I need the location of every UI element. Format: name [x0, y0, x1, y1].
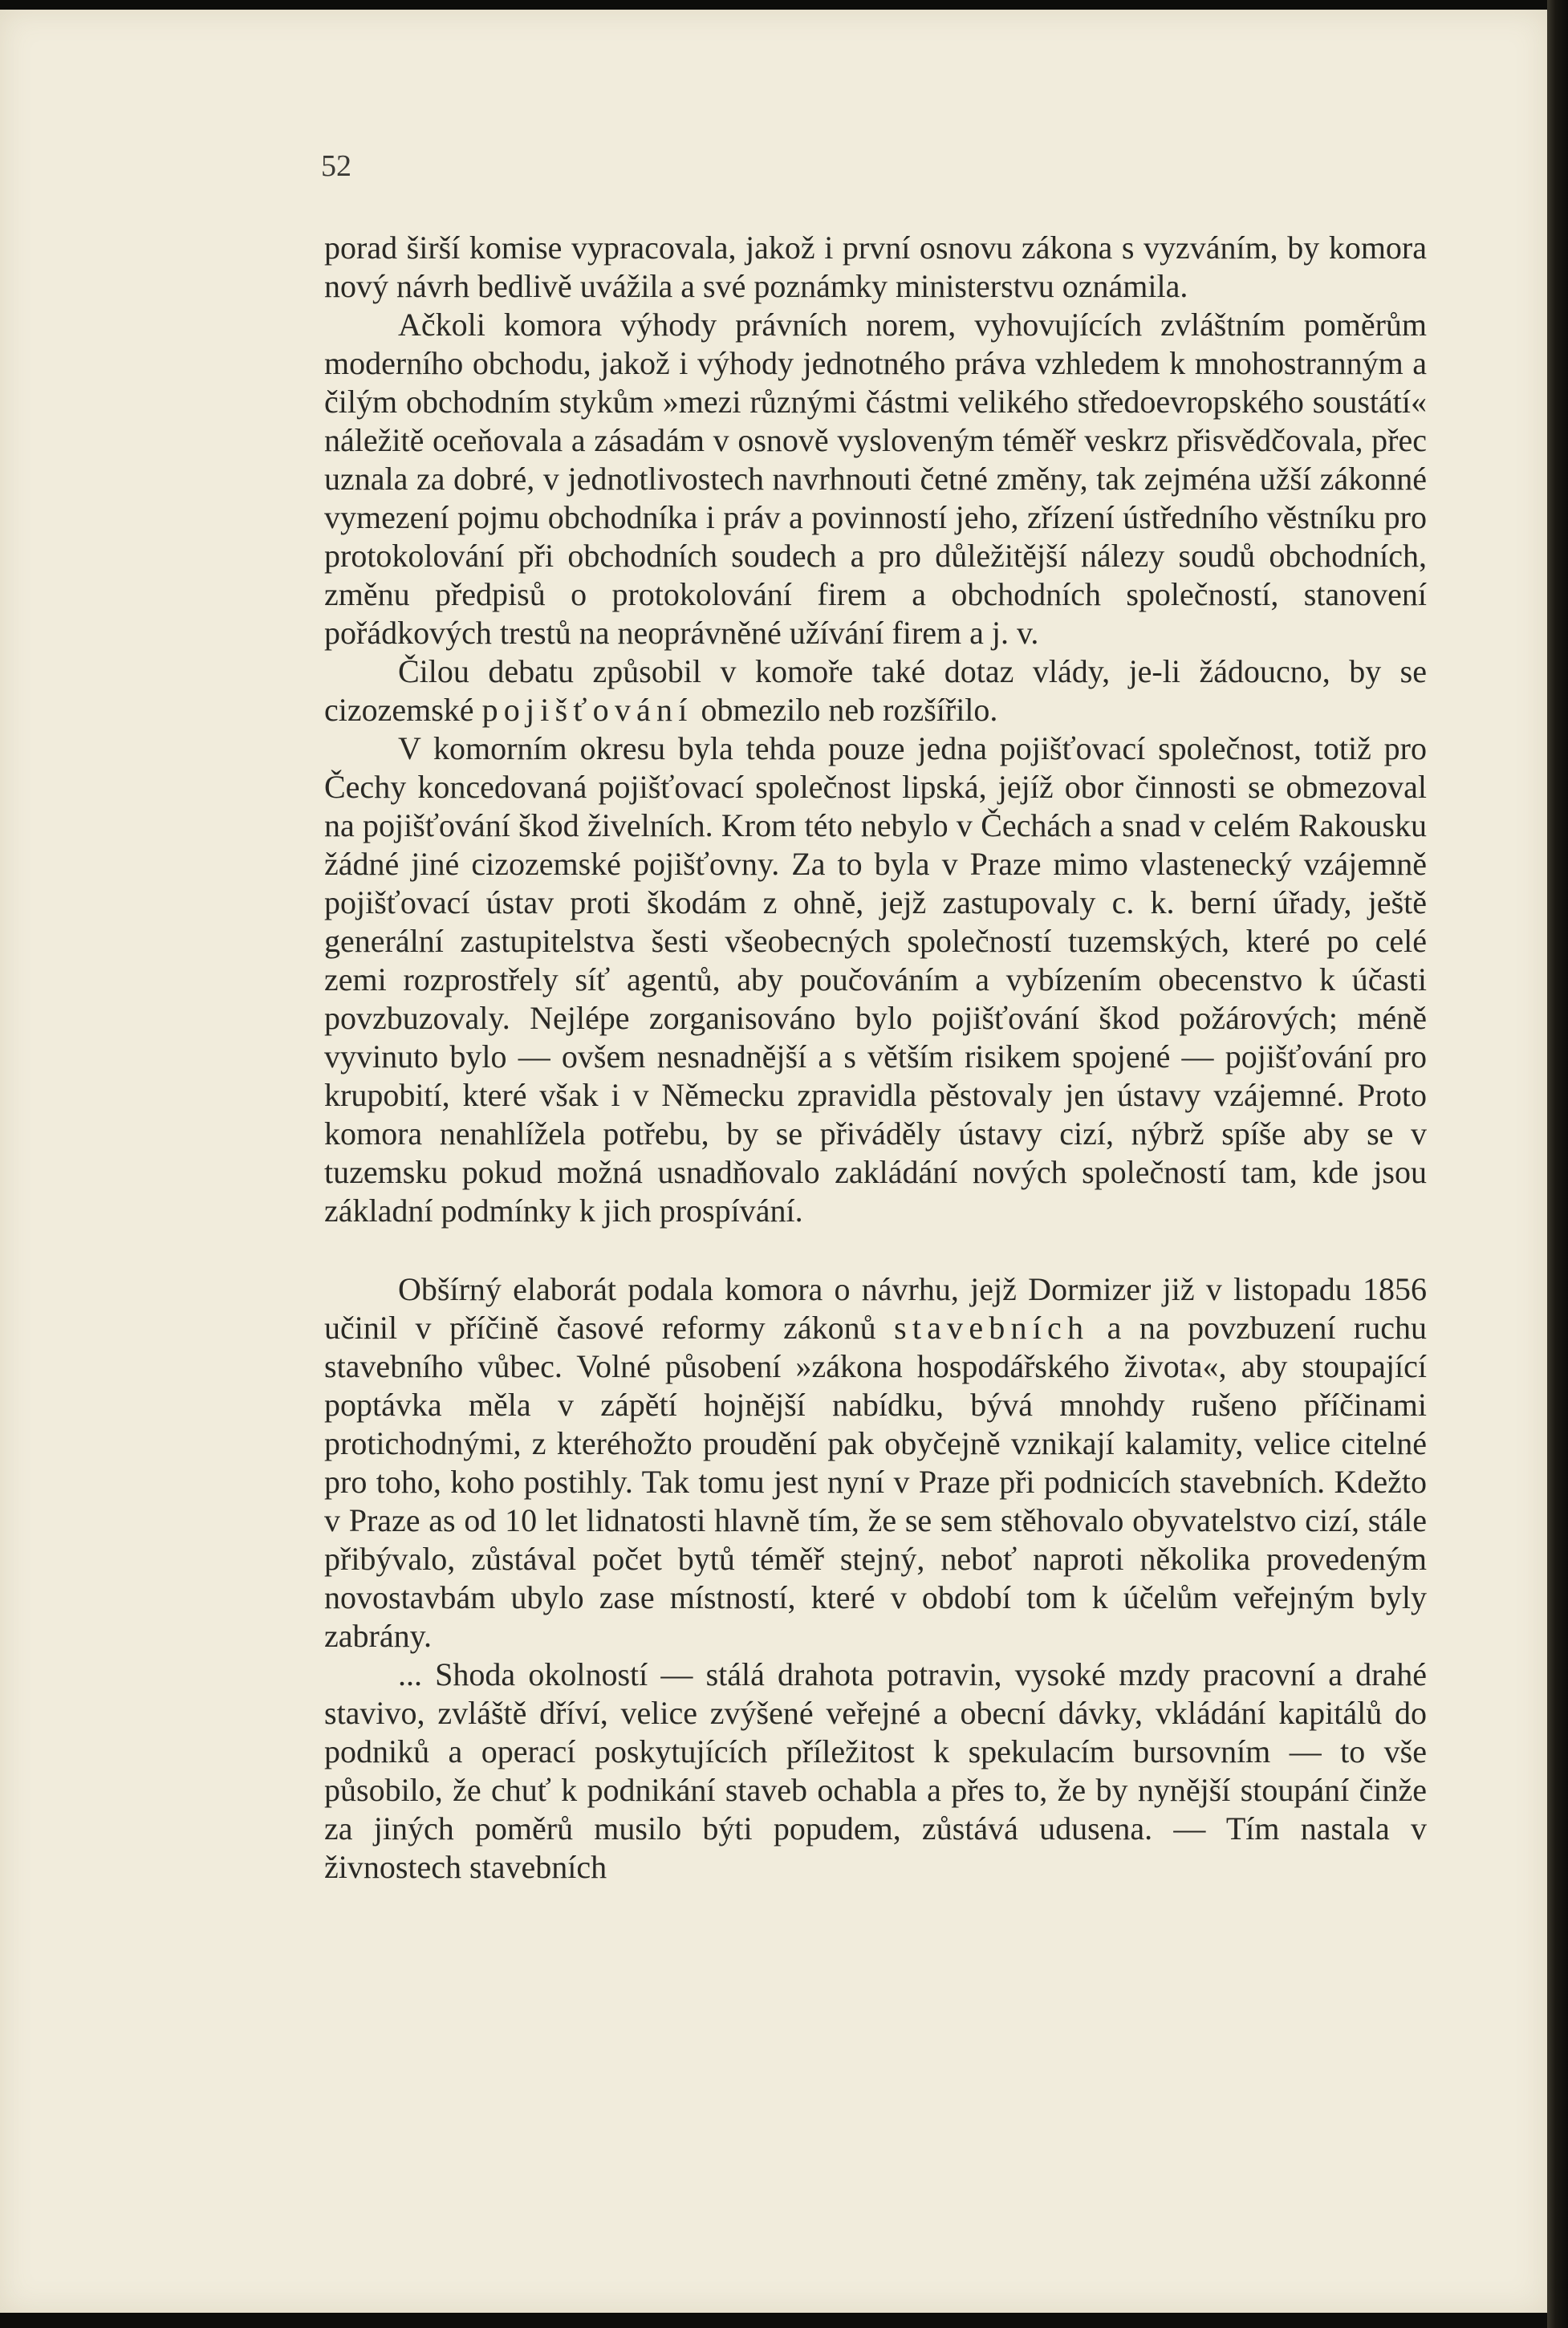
paragraph-continuation: porad širší komise vypracovala, jakož i první osnovu zákona s vyzváním, by komora nový návrh bedlivě uvážila a své poznámky ministerstvu oznámila.	[324, 230, 1427, 304]
scan-edge	[1547, 0, 1568, 2328]
page-number: 52	[321, 149, 351, 183]
text-run: a na povzbuzení ruchu stavebního vůbec. Volné působení »zákona hospodářského života«, aby stoupající poptávka měla v zápětí hojnější nabídku, bývá mnohdy rušeno příčinami protichodnými, z kteréhožto proudění pak obyčejně vznikají kalamity, velice citelné pro toho, koho postihly. Tak tomu jest nyní v Praze při podnicích stavebních. Kdežto v Praze as od 10 let lidnatosti hlavně tím, že se sem stěhovalo obyvatelstvo cizí, stále přibývalo, zůstával počet bytů téměř stejný, neboť naproti několika provedeným novostavbám ubylo zase místností, které v období tom k účelům veřejným byly zabrány.	[324, 1310, 1427, 1654]
text-run: obmezilo neb rozšířilo.	[693, 692, 998, 728]
paragraph-komora-vyhody: Ačkoli komora výhody právních norem, vyhovujících zvláštním poměrům moderního obchodu, jakož i výhody jednotného práva vzhledem k mnohostranným a čilým obchodním stykům »mezi různými částmi velikého středoevropského soustátí« náležitě oceňovala a zásadám v osnově vysloveným téměř veskrz přisvědčovala, přec uznala za dobré, v jednotlivostech navrhnouti četné změny, tak zejména užší zákonné vymezení pojmu obchodníka i práv a povinností jeho, zřízení ústředního věstníku pro protokolování při obchodních soudech a pro důležitější nálezy soudů obchodních, změnu předpisů o protokolování firem a obchodních společností, stanovení pořádkových trestů na neoprávněné užívání firem a j. v.	[324, 307, 1427, 651]
body-text	[324, 229, 1427, 1887]
paragraph-shoda: ... Shoda okolností — stálá drahota potravin, vysoké mzdy pracovní a drahé stavivo, zvláště dříví, velice zvýšené veřejné a obecní dávky, vkládání kapitálů do podniků a operací poskytujících příležitost k spekulacím bursovním — to vše působilo, že chuť k podnikání staveb ochabla a přes to, že by nynější stoupání činže za jiných poměrů musilo býti popudem, zůstává udusena. — Tím nastala v živnostech stavebních	[324, 1656, 1427, 1885]
paragraph-dormizer	[324, 1270, 1427, 1656]
text-run: Čilou debatu způsobil v komoře také dotaz vlády, je-li žádoucno, by se cizozemské	[324, 653, 1427, 728]
emphasis-term: stavebních	[894, 1310, 1090, 1346]
paragraph-komorni-okres: V komorním okresu byla tehda pouze jedna pojišťovací společnost, totiž pro Čechy koncedovaná pojišťovací společnost lipská, jejíž obor činnosti se obmezoval na pojišťování škod živelních. Krom této nebylo v Čechách a snad v celém Rakousku žádné jiné cizozemské pojišťovny. Za to byla v Praze mimo vlastenecký vzájemně pojišťovací ústav proti škodám z ohně, jejž zastupovaly c. k. berní úřady, ještě generální zastupitelstva šesti všeobecných společností tuzemských, které po celé zemi rozprostřely síť agentů, aby poučováním a vybízením obecenstvo k účasti povzbuzovaly. Nejlépe zorganisováno bylo pojišťování škod požárových; méně vyvinuto bylo — ovšem nesnadnější a s větším risikem spojené — pojišťování pro krupobití, které však i v Německu zpravidla pěstovaly jen ústavy vzájemné. Proto komora nenahlížela potřebu, by se přiváděly ústavy cizí, nýbrž spíše aby se v tuzemsku pokud možná usnadňovalo zakládání nových společností tam, kde jsou základní podmínky k jich prospívání.	[324, 730, 1427, 1229]
emphasis-term: pojišťování	[481, 692, 693, 728]
paragraph-pojistovani	[324, 652, 1427, 729]
text-run: Obšírný elaborát podala komora o návrhu, jejž Dormizer již v listopadu 1856 učinil v příčině časové reformy zákonů	[324, 1271, 1427, 1346]
